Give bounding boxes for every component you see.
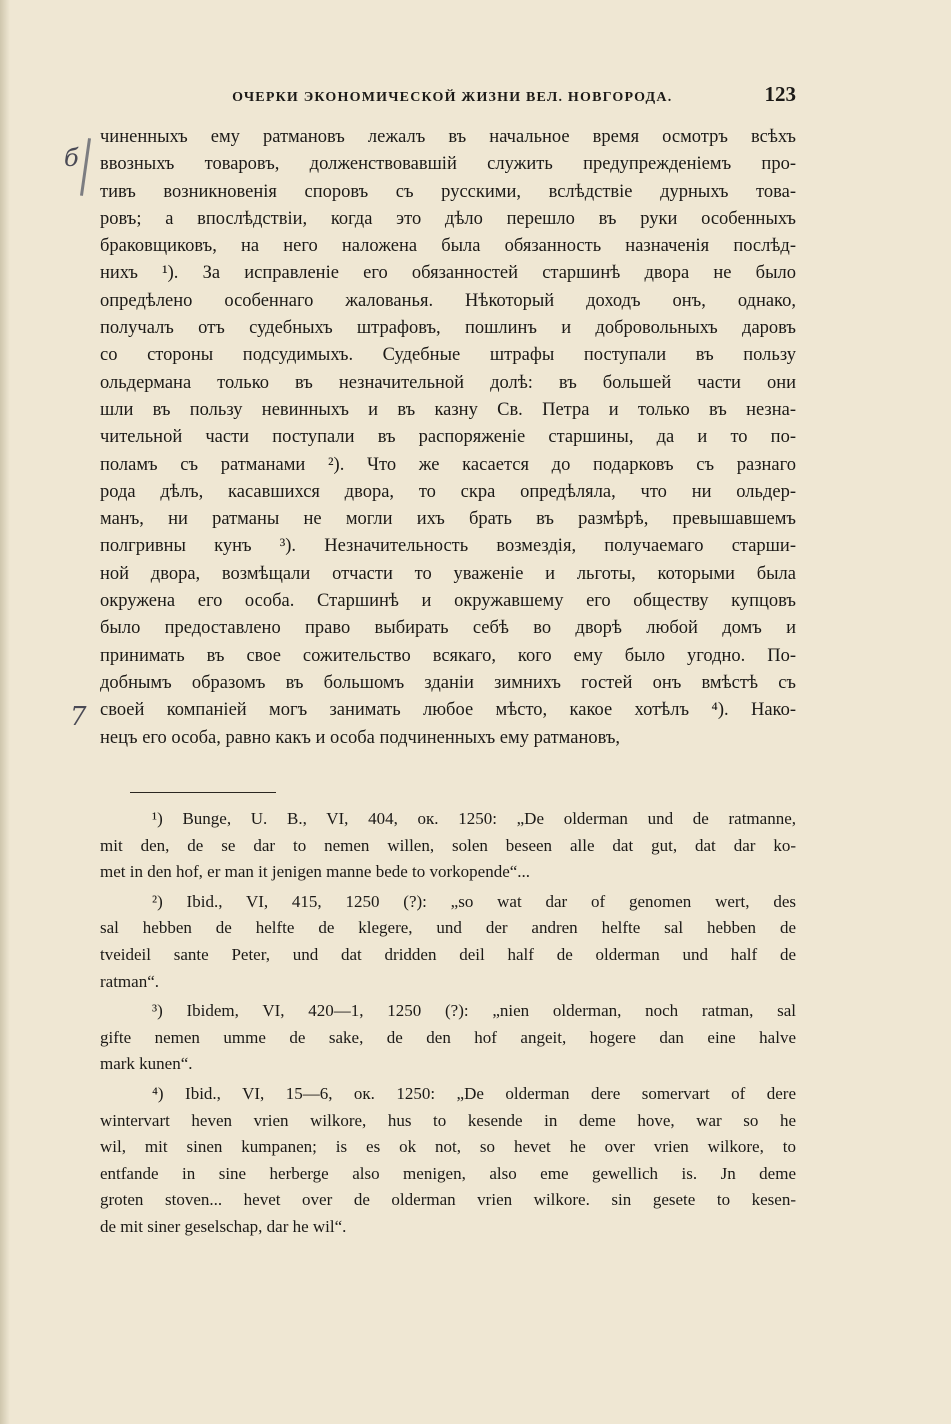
text-line: чительной части поступали въ распоряженіе старшины, да и то по- — [100, 427, 796, 448]
page-edge-shadow — [0, 0, 10, 1424]
text-line: добнымъ образомъ въ большомъ зданіи зимнихъ гостей онъ вмѣстѣ съ — [100, 672, 796, 693]
text-line: было предоставлено право выбирать себѣ во дворѣ любой домъ и — [100, 618, 796, 639]
footnote-line: gifte nemen umme de sake, de den hof angeit, hogere dan eine halve — [100, 1027, 796, 1047]
text-line: поламъ съ ратманами ²). Что же касается до подарковъ съ разнаго — [100, 454, 796, 475]
footnote-2 — [100, 889, 796, 995]
text-line: своей компаніей могъ занимать любое мѣсто, какое хотѣлъ ⁴). Нако- — [100, 700, 796, 721]
footnote-4 — [100, 1081, 796, 1241]
footnote-line: ⁴) Ibid., VI, 15—6, ок. 1250: „De olderman dere somervart of dere — [152, 1083, 796, 1103]
text-line: тивъ возникновенія споровъ съ русскими, вслѣдствіе дурныхъ това- — [100, 181, 796, 202]
footnote-line: de mit siner geselschap, dar he wil“. — [100, 1216, 347, 1236]
text-line: опредѣлено особеннаго жалованья. Нѣкоторый доходъ онъ, однако, — [100, 290, 796, 311]
footnote-line: wintervart heven vrien wilkore, hus to kesende in deme hove, war so he — [100, 1110, 796, 1130]
text-line: ной двора, возмѣщали отчасти то уваженіе и льготы, которыми была — [100, 563, 796, 584]
footnote-line: tveideil sante Peter, und dat dridden deil half de olderman und half de — [100, 944, 796, 964]
text-line: браковщиковъ, на него наложена была обязанность назначенія послѣд- — [100, 236, 796, 257]
text-line: со стороны подсудимыхъ. Судебные штрафы поступали въ пользу — [100, 345, 796, 366]
text-line: нецъ его особа, равно какъ и особа подчиненныхъ ему ратмановъ, — [100, 727, 621, 748]
footnote-line: sal hebben de helfte de klegere, und der andren helfte sal hebben de — [100, 918, 796, 938]
footnote-1 — [100, 806, 796, 886]
margin-note-handwritten: 7 — [70, 702, 87, 732]
footnote-line: mark kunen“. — [100, 1054, 193, 1074]
footnote-line: met in den hof, er man it jenigen manne bede to vorkopende“... — [100, 862, 531, 882]
pencil-margin-mark — [80, 138, 91, 196]
text-line: получалъ отъ судебныхъ штрафовъ, пошлинъ и добровольныхъ даровъ — [100, 318, 796, 339]
footnote-line: entfande in sine herberge also menigen, also eme gewellich is. Jn deme — [100, 1163, 796, 1183]
footnote-line: ¹) Bunge, U. B., VI, 404, ок. 1250: „De olderman und de ratmanne, — [152, 809, 796, 828]
footnote-line: ²) Ibid., VI, 415, 1250 (?): „so wat dar of genomen wert, des — [152, 891, 796, 911]
text-line: окружена его особа. Старшинѣ и окружавшему его обществу купцовъ — [100, 591, 796, 612]
margin-note-handwritten: б — [64, 144, 79, 172]
footnote-line: wil, mit sinen kumpanen; is es ok not, so hevet he over vrien wilkore, to — [100, 1137, 796, 1157]
footnote-line: ratman“. — [100, 971, 159, 991]
footnote-rule — [130, 792, 276, 793]
footnotes — [100, 806, 796, 1241]
footnote-line: groten stoven... hevet over de olderman vrien wilkore. sin gesete to kesen- — [100, 1190, 796, 1210]
footnote-line: ³) Ibidem, VI, 420—1, 1250 (?): „nien olderman, noch ratman, sal — [152, 1001, 796, 1021]
footnote-3 — [100, 998, 796, 1078]
text-line: шли въ пользу невинныхъ и въ казну Св. Петра и только въ незна- — [100, 399, 796, 420]
text-line: ровъ; а впослѣдствіи, когда это дѣло перешло въ руки особенныхъ — [100, 208, 796, 229]
text-line: нихъ ¹). За исправленіе его обязанностей старшинѣ двора не было — [100, 263, 796, 284]
text-line: чиненныхъ ему ратмановъ лежалъ въ начальное время осмотръ всѣхъ — [100, 127, 796, 147]
text-line: принимать въ свое сожительство всякаго, кого ему было угодно. По- — [100, 645, 796, 666]
body-text — [100, 124, 796, 752]
text-line: манъ, ни ратманы не могли ихъ брать въ размѣрѣ, превышавшемъ — [100, 509, 796, 530]
running-title: ОЧЕРКИ ЭКОНОМИЧЕСКОЙ ЖИЗНИ ВЕЛ. НОВГОРОДА. — [232, 90, 673, 105]
text-line: рода дѣлъ, касавшихся двора, то скра опредѣляла, что ни ольдер- — [100, 481, 796, 502]
text-line: полгривны кунъ ³). Незначительность возмездія, получаемаго старши- — [100, 536, 796, 557]
page-number: 123 — [764, 82, 796, 106]
running-head — [100, 82, 796, 107]
text-line: ольдермана только въ незначительной долѣ: въ большей части они — [100, 372, 796, 393]
footnote-line: mit den, de se dar to nemen willen, solen beseen alle dat gut, dat dar ko- — [100, 835, 796, 855]
text-line: ввозныхъ товаровъ, долженствовавшій служить предупрежденіемъ про- — [100, 154, 796, 175]
